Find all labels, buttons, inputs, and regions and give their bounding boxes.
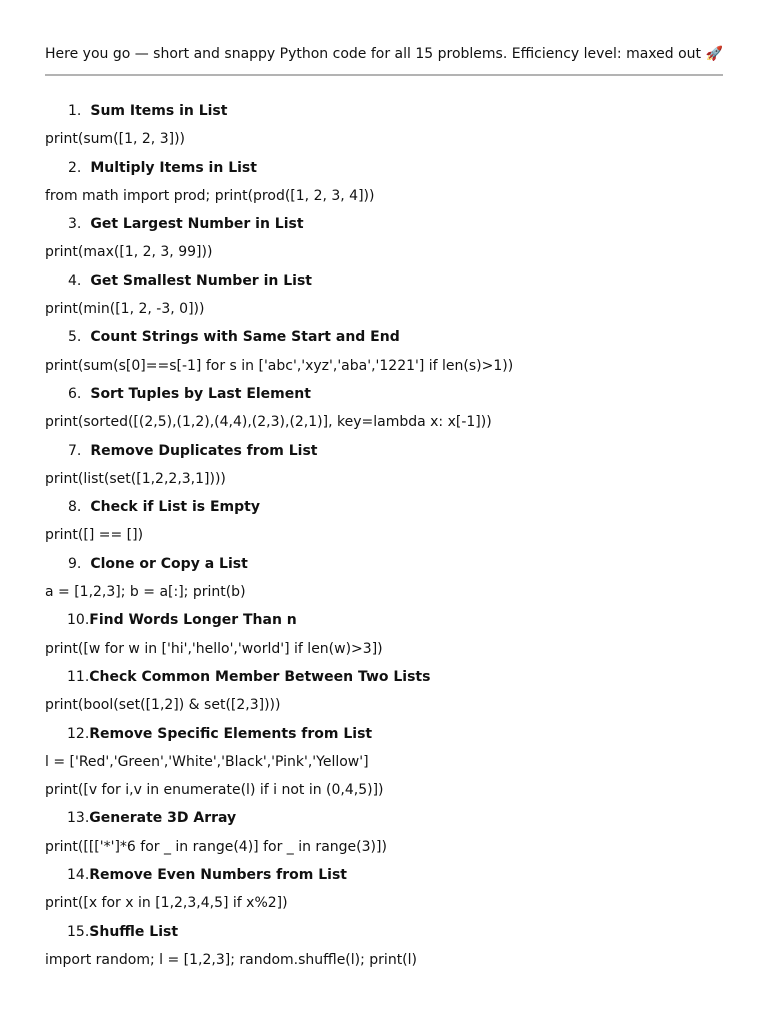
problem-heading bbox=[0, 99, 768, 123]
problem-heading bbox=[0, 269, 768, 293]
problem-title: Check Common Member Between Two Lists bbox=[89, 668, 431, 685]
problem-title: Check if List is Empty bbox=[90, 499, 260, 516]
problem-title: Remove Even Numbers from List bbox=[89, 867, 347, 884]
code-line: print(list(set([1,2,2,3,1]))) bbox=[45, 470, 226, 487]
problem-title: Sum Items in List bbox=[90, 103, 228, 119]
problem-heading bbox=[0, 722, 768, 746]
problem-heading bbox=[0, 552, 768, 576]
code-line: a = [1,2,3]; b = a[:]; print(b) bbox=[45, 584, 246, 601]
problem-heading bbox=[0, 382, 768, 406]
problem-heading bbox=[0, 806, 768, 830]
code-line: print(sum(s[0]==s[-1] for s in ['abc','xyz','aba','1221'] if len(s)>1)) bbox=[45, 357, 514, 374]
problem-list bbox=[0, 99, 768, 976]
problem-title: Remove Duplicates from List bbox=[90, 442, 318, 459]
problem-heading bbox=[0, 665, 768, 689]
problem-heading bbox=[0, 863, 768, 887]
problem-title: Get Smallest Number in List bbox=[90, 272, 312, 289]
code-line: print(bool(set([1,2]) & set([2,3]))) bbox=[45, 697, 281, 714]
code-line: print([[['*']*6 for _ in range(4)] for _ in range(3)]) bbox=[45, 838, 387, 855]
code-line: print(min([1, 2, -3, 0])) bbox=[45, 301, 205, 318]
problem-heading bbox=[0, 495, 768, 519]
problem-number: 3. bbox=[68, 216, 82, 233]
code-line: l = ['Red','Green','White','Black','Pink','Yellow'] bbox=[45, 753, 369, 770]
problem-number: 4. bbox=[68, 272, 82, 289]
code-line: print([w for w in ['hi','hello','world'] if len(w)>3]) bbox=[45, 640, 383, 657]
code-line: print([] == []) bbox=[45, 527, 144, 544]
problem-title: Generate 3D Array bbox=[89, 810, 237, 827]
problem-number: 7. bbox=[68, 442, 82, 459]
problem-heading bbox=[0, 156, 768, 180]
code-line: print(max([1, 2, 3, 99])) bbox=[45, 244, 213, 261]
problem-number: 6. bbox=[68, 385, 82, 402]
problem-number: 14. bbox=[67, 867, 90, 884]
problem-title: Count Strings with Same Start and End bbox=[90, 329, 400, 346]
code-line: print([x for x in [1,2,3,4,5] if x%2]) bbox=[45, 895, 288, 912]
problem-number: 12. bbox=[67, 725, 90, 742]
problem-title: Remove Specific Elements from List bbox=[89, 725, 373, 742]
problem-title: Multiply Items in List bbox=[90, 159, 257, 176]
problem-title: Find Words Longer Than n bbox=[89, 612, 297, 629]
code-line: from math import prod; print(prod([1, 2, 3, 4])) bbox=[45, 187, 375, 204]
code-line: print([v for i,v in enumerate(l) if i not in (0,4,5)]) bbox=[45, 782, 384, 799]
intro-text: Here you go — short and snappy Python code for all 15 problems. Efficiency level: maxed out 🚀 bbox=[45, 46, 723, 62]
code-line: print(sum([1, 2, 3])) bbox=[45, 131, 185, 148]
problem-number: 13. bbox=[67, 810, 90, 827]
problem-heading bbox=[0, 325, 768, 349]
problem-title: Get Largest Number in List bbox=[90, 216, 304, 233]
problem-number: 2. bbox=[68, 159, 82, 176]
problem-title: Sort Tuples by Last Element bbox=[90, 385, 311, 402]
problem-heading bbox=[0, 212, 768, 236]
code-line: print(sorted([(2,5),(1,2),(4,4),(2,3),(2,1)], key=lambda x: x[-1])) bbox=[45, 414, 492, 431]
problem-title: Clone or Copy a List bbox=[90, 555, 248, 572]
problem-heading bbox=[0, 439, 768, 463]
problem-number: 8. bbox=[68, 499, 82, 516]
problem-heading bbox=[0, 920, 768, 944]
problem-number: 15. bbox=[67, 923, 90, 940]
problem-number: 11. bbox=[67, 668, 90, 685]
problem-number: 10. bbox=[67, 612, 90, 629]
problem-number: 1. bbox=[68, 103, 82, 119]
horizontal-rule bbox=[45, 74, 723, 76]
problem-heading bbox=[0, 608, 768, 632]
problem-number: 9. bbox=[68, 555, 82, 572]
code-line: import random; l = [1,2,3]; random.shuffle(l); print(l) bbox=[45, 951, 417, 968]
problem-title: Shuffle List bbox=[89, 923, 179, 940]
problem-number: 5. bbox=[68, 329, 82, 346]
